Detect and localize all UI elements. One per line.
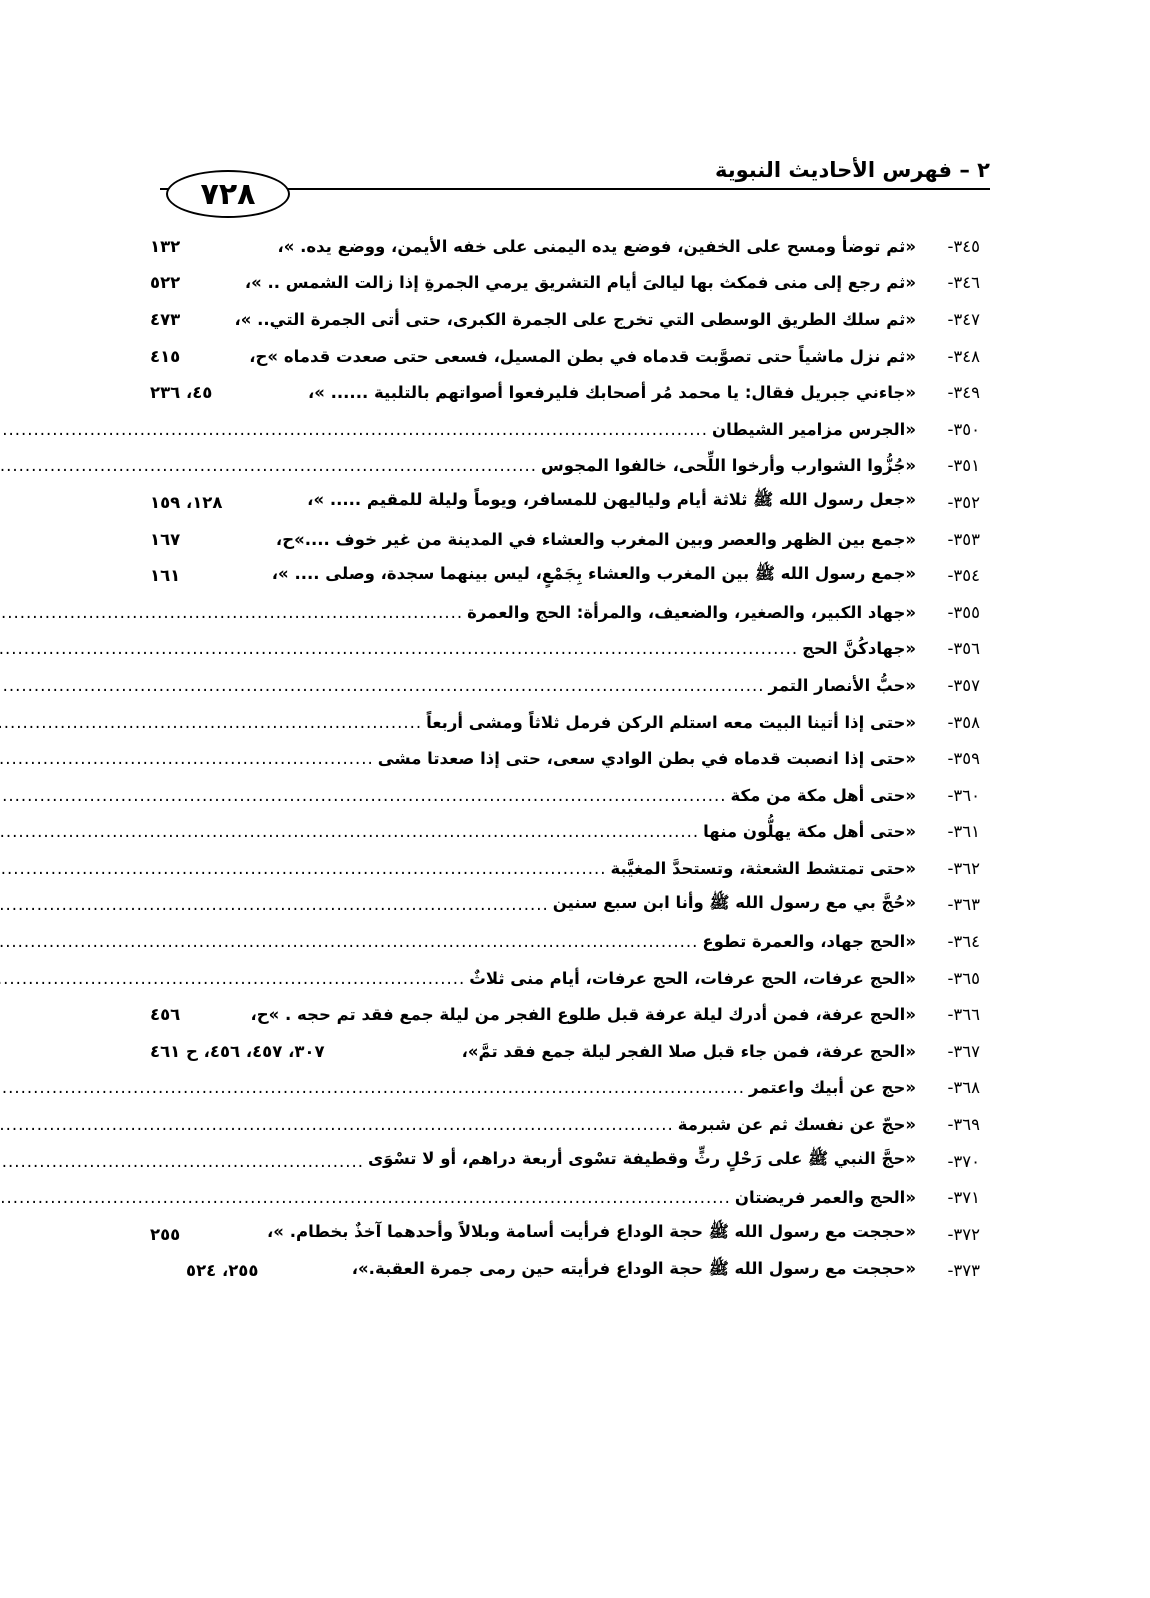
entry-number: ٣٥٠- bbox=[947, 419, 980, 439]
index-entry bbox=[150, 1179, 980, 1216]
entry-number: ٣٥٥- bbox=[947, 602, 980, 622]
entry-text: «الحج عرفة، فمن جاء قبل صلا الفجر ليلة جمع فقد تمَّ»، bbox=[461, 1041, 916, 1061]
index-entry bbox=[150, 265, 980, 302]
entry-page-refs: ٤٥٦ bbox=[150, 1005, 181, 1025]
entry-text: «حتى إذا انصبت قدماه في بطن الوادي سعى، حتى إذا صعدتا مشى bbox=[377, 749, 916, 769]
index-entry bbox=[150, 228, 980, 265]
entry-text: «حبُّ الأنصار التمر bbox=[768, 675, 916, 695]
index-entry bbox=[150, 594, 980, 631]
entry-page-refs: ٢٥٥، ٥٢٤ bbox=[186, 1261, 259, 1281]
index-entry bbox=[150, 777, 980, 814]
index-entry bbox=[150, 484, 980, 521]
dot-leader bbox=[0, 895, 553, 914]
entry-text: «حتى إذا أتينا البيت معه استلم الركن فرمل ثلاثاً ومشى أربعاً bbox=[426, 712, 916, 732]
entry-text: «ثم نزل ماشياً حتى تصوَّبت قدماه في بطن المسيل، فسعى حتى صعدت قدماه »ح، bbox=[249, 346, 916, 366]
index-entry bbox=[150, 521, 980, 558]
entry-text: «ثم توضأ ومسح على الخفين، فوضع يده اليمنى على خفه الأيمن، ووضع يده. »، bbox=[277, 236, 916, 256]
entry-text: «الحج والعمر فريضتان bbox=[734, 1188, 916, 1208]
dot-leader bbox=[0, 969, 469, 988]
index-entry bbox=[150, 1216, 980, 1253]
dot-leader bbox=[0, 1115, 678, 1134]
entry-number: ٣٦٩- bbox=[947, 1115, 980, 1135]
index-entry bbox=[150, 1106, 980, 1143]
entry-text: «الجرس مزامير الشيطان bbox=[711, 419, 916, 439]
dot-leader bbox=[0, 603, 467, 622]
entry-number: ٣٦٥- bbox=[947, 968, 980, 988]
dot-leader bbox=[0, 676, 768, 695]
dot-leader bbox=[0, 822, 703, 841]
index-entry bbox=[150, 740, 980, 777]
entry-page-refs: ١٣٢ bbox=[150, 236, 181, 256]
entry-number: ٣٤٦- bbox=[947, 273, 980, 293]
index-entry bbox=[150, 301, 980, 338]
entry-text: «حج عن أبيك واعتمر bbox=[749, 1078, 916, 1098]
page-header bbox=[160, 158, 990, 218]
index-entry bbox=[150, 631, 980, 668]
entry-number: ٣٤٥- bbox=[947, 236, 980, 256]
entry-text: «جهادكُنَّ الحج bbox=[802, 639, 916, 659]
entry-number: ٣٦٤- bbox=[947, 932, 980, 952]
entry-number: ٣٦٣- bbox=[947, 895, 980, 915]
entry-number: ٣٧٢- bbox=[947, 1224, 980, 1244]
index-entry bbox=[150, 1033, 980, 1070]
page-number: ٧٢٨ bbox=[200, 176, 256, 212]
entry-text: «الحج عرفة، فمن أدرك ليلة عرفة قبل طلوع الفجر من ليلة جمع فقد تم حجه . »ح، bbox=[250, 1005, 916, 1025]
entry-number: ٣٥٢- bbox=[947, 492, 980, 512]
entry-number: ٣٦٨- bbox=[947, 1078, 980, 1098]
entry-text: «جهاد الكبير، والصغير، والضعيف، والمرأة: الحج والعمرة bbox=[467, 602, 916, 622]
dot-leader bbox=[0, 639, 802, 658]
index-entry bbox=[150, 374, 980, 411]
index-entry bbox=[150, 411, 980, 448]
entry-text: «حتى أهل مكة يهلُّون منها bbox=[703, 822, 916, 842]
entry-number: ٣٧٣- bbox=[947, 1261, 980, 1281]
dot-leader bbox=[0, 749, 378, 768]
entry-number: ٣٤٩- bbox=[947, 383, 980, 403]
dot-leader bbox=[0, 1078, 749, 1097]
entry-page-refs: ١٦١ bbox=[150, 566, 181, 586]
index-entry bbox=[150, 1143, 980, 1180]
index-entry bbox=[150, 338, 980, 375]
index-entry bbox=[150, 960, 980, 997]
entry-page-refs: ٤٧٣ bbox=[150, 309, 181, 329]
dot-leader bbox=[0, 1152, 368, 1171]
entry-page-refs: ٥٢٢ bbox=[150, 273, 181, 293]
dot-leader bbox=[0, 1188, 735, 1207]
entry-text: «الحج عرفات، الحج عرفات، الحج عرفات، أيام منى ثلاثٌ bbox=[469, 968, 916, 988]
entry-number: ٣٥٨- bbox=[947, 712, 980, 732]
entry-number: ٣٥٤- bbox=[947, 566, 980, 586]
dot-leader bbox=[0, 420, 712, 439]
entry-number: ٣٦٢- bbox=[947, 858, 980, 878]
entry-page-refs: ١٢٨، ١٥٩ bbox=[150, 492, 223, 512]
entry-page-refs: ٤١٥ bbox=[150, 346, 181, 366]
index-entry bbox=[150, 667, 980, 704]
entry-number: ٣٦١- bbox=[947, 822, 980, 842]
entry-text: «ثم سلك الطريق الوسطى التي تخرج على الجمرة الكبرى، حتى أتى الجمرة التي.. »، bbox=[234, 309, 916, 329]
hadith-index-list bbox=[150, 228, 980, 1289]
dot-leader bbox=[0, 456, 541, 475]
entry-number: ٣٥٦- bbox=[947, 639, 980, 659]
entry-text: «حتى تمتشط الشعثة، وتستحدَّ المغيَّبة bbox=[610, 858, 916, 878]
dot-leader bbox=[0, 713, 426, 732]
entry-text: «حجَّ النبي ﷺ على رَحْلٍ رثٍّ وقطيفة تسْوى أربعة دراهم، أو لا تسْوَى bbox=[367, 1149, 916, 1169]
entry-number: ٣٦٦- bbox=[947, 1005, 980, 1025]
entry-page-refs: ٣٠٧، ٤٥٧، ٤٥٦، ح ٤٦١ bbox=[150, 1041, 325, 1061]
entry-page-refs: ١٦٧ bbox=[150, 529, 181, 549]
entry-number: ٣٦٧- bbox=[947, 1041, 980, 1061]
index-entry bbox=[150, 996, 980, 1033]
entry-number: ٣٧٠- bbox=[947, 1151, 980, 1171]
entry-number: ٣٤٨- bbox=[947, 346, 980, 366]
entry-number: ٣٥٩- bbox=[947, 749, 980, 769]
entry-text: «جُزُّوا الشوارب وأرخوا اللِّحى، خالفوا المجوس bbox=[541, 456, 916, 476]
index-entry bbox=[150, 557, 980, 594]
entry-text: «جاءني جبريل فقال: يا محمد مُر أصحابك فليرفعوا أصواتهم بالتلبية ...... »، bbox=[307, 383, 916, 403]
entry-text: «حججت مع رسول الله ﷺ حجة الوداع فرأيت أسامة وبلالاً وأحدهما آخذٌ بخطام. »، bbox=[267, 1222, 916, 1242]
entry-text: «جمع بين الظهر والعصر وبين المغرب والعشاء في المدينة من غير خوف ....»ح، bbox=[275, 529, 916, 549]
page-number-oval bbox=[166, 170, 290, 218]
entry-number: ٣٥١- bbox=[947, 456, 980, 476]
entry-text: «حتى أهل مكة من مكة bbox=[730, 785, 916, 805]
entry-text: «حُجَّ بي مع رسول الله ﷺ وأنا ابن سبع سنين bbox=[552, 892, 916, 912]
entry-number: ٣٥٧- bbox=[947, 675, 980, 695]
index-entry bbox=[150, 850, 980, 887]
entry-text: «الحج جهاد، والعمرة تطوع bbox=[702, 932, 916, 952]
entry-number: ٣٦٠- bbox=[947, 785, 980, 805]
index-entry bbox=[150, 1070, 980, 1107]
entry-text: «جمع رسول الله ﷺ بين المغرب والعشاء بِجَمْعٍ، ليس بينهما سجدة، وصلى .... »، bbox=[271, 563, 916, 583]
dot-leader bbox=[0, 932, 702, 951]
section-title: ٢ – فهرس الأحاديث النبوية bbox=[715, 158, 990, 182]
index-entry bbox=[150, 1253, 980, 1290]
entry-number: ٣٤٧- bbox=[947, 309, 980, 329]
index-entry bbox=[150, 448, 980, 485]
index-entry bbox=[150, 923, 980, 960]
entry-page-refs: ٢٥٥ bbox=[150, 1224, 181, 1244]
entry-page-refs: ٤٥، ٢٣٦ bbox=[150, 383, 213, 403]
entry-text: «حججت مع رسول الله ﷺ حجة الوداع فرأيته حين رمى جمرة العقبة.»، bbox=[351, 1258, 916, 1278]
entry-number: ٣٥٣- bbox=[947, 529, 980, 549]
dot-leader bbox=[0, 786, 731, 805]
entry-number: ٣٧١- bbox=[947, 1188, 980, 1208]
dot-leader bbox=[0, 859, 611, 878]
entry-text: «جعل رسول الله ﷺ ثلاثة أيام ولياليهن للمسافر، ويوماً وليلة للمقيم ..... »، bbox=[307, 490, 916, 510]
index-entry bbox=[150, 887, 980, 924]
entry-text: «حجّ عن نفسك ثم عن شبرمة bbox=[677, 1115, 916, 1135]
entry-text: «ثم رجع إلى منى فمكث بها ليالىَ أيام التشريق يرمي الجمرةِ إذا زالت الشمس .. »، bbox=[244, 273, 916, 293]
index-entry bbox=[150, 704, 980, 741]
index-entry bbox=[150, 814, 980, 851]
